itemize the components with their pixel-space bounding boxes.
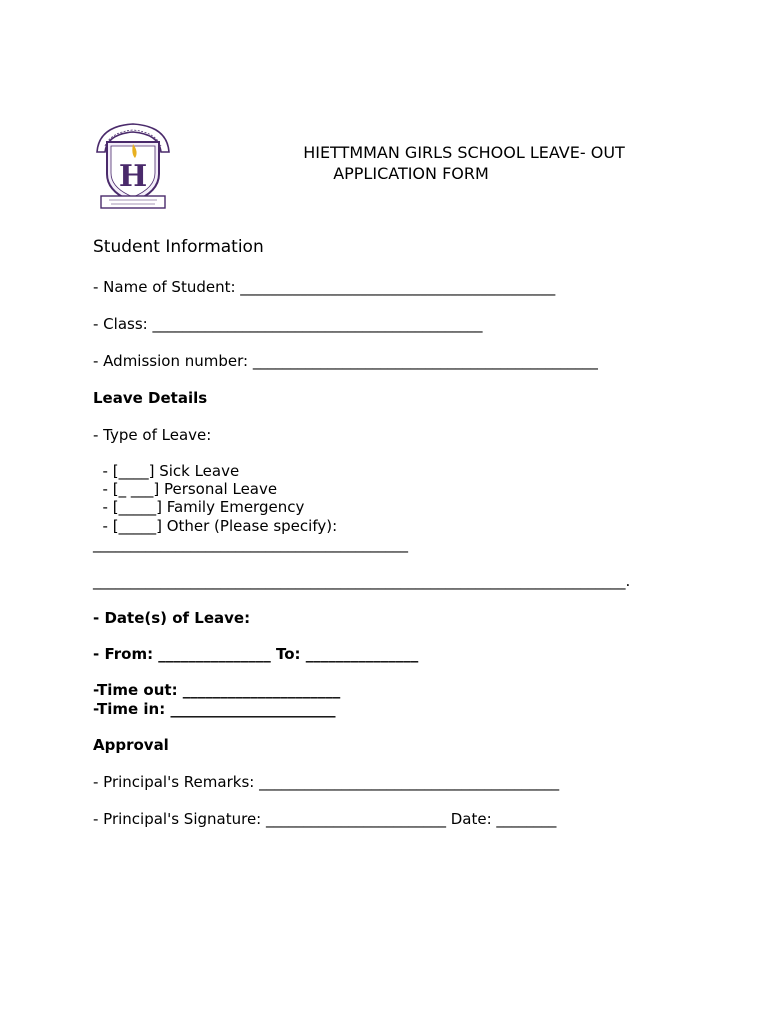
option-other[interactable]: - [_____] Other (Please specify): — [93, 517, 338, 535]
from-to-field[interactable]: - From: _______________ To: _______________ — [93, 645, 419, 663]
form-title — [180, 142, 730, 184]
option-personal-leave[interactable]: - [_ ___] Personal Leave — [93, 480, 278, 498]
option-sick-leave[interactable]: - [____] Sick Leave — [93, 462, 240, 480]
student-name-field[interactable]: - Name of Student: __________________________________________ — [93, 278, 556, 296]
type-of-leave-label: - Type of Leave: — [93, 426, 212, 444]
option-family-emergency[interactable]: - [_____] Family Emergency — [93, 498, 305, 516]
title-line-2: APPLICATION FORM — [333, 164, 489, 183]
class-field[interactable]: - Class: ____________________________________________ — [93, 315, 483, 333]
student-info-heading: Student Information — [93, 237, 264, 257]
approval-heading: Approval — [93, 736, 169, 754]
other-specify-line-1[interactable]: __________________________________________ — [93, 535, 408, 553]
time-in-field[interactable]: -Time in: ______________________ — [93, 700, 336, 718]
principal-signature-field[interactable]: - Principal's Signature: ________________________ Date: ________ — [93, 810, 557, 828]
leave-details-heading: Leave Details — [93, 389, 208, 407]
crest-icon — [93, 122, 173, 210]
dates-of-leave-heading: - Date(s) of Leave: — [93, 609, 251, 627]
admission-number-field[interactable]: - Admission number: ______________________________________________ — [93, 352, 598, 370]
title-line-1: HIETTMMAN GIRLS SCHOOL LEAVE- OUT — [303, 143, 625, 162]
school-crest-logo — [93, 122, 173, 210]
svg-text:H: H — [118, 159, 148, 194]
time-out-field[interactable]: -Time out: _____________________ — [93, 681, 341, 699]
other-specify-line-2[interactable]: _______________________________________________________________________. — [93, 572, 631, 590]
principal-remarks-field[interactable]: - Principal's Remarks: ________________________________________ — [93, 773, 560, 791]
